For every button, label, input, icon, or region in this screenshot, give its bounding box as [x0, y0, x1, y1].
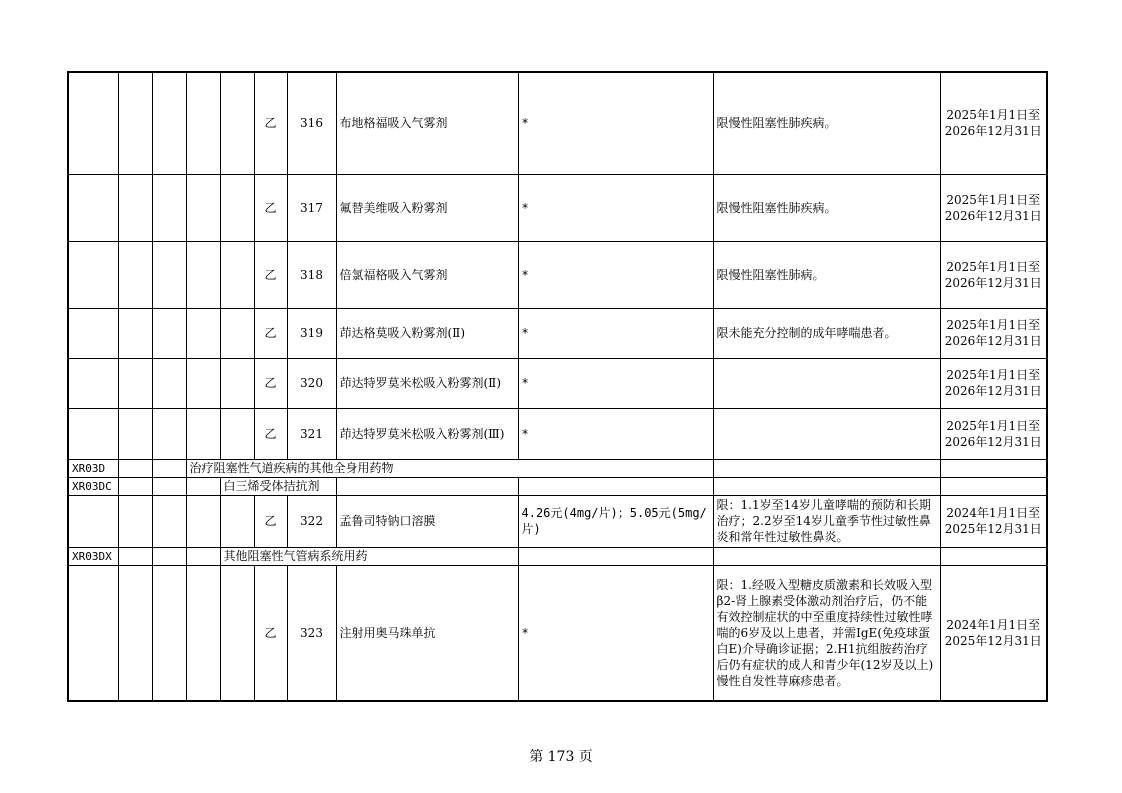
drug-name-cell: 倍氯福格吸入气雾剂 — [336, 241, 518, 308]
date-cell: 2025年1月1日至2026年12月31日 — [940, 308, 1047, 358]
table-row — [68, 308, 1047, 358]
note-cell — [713, 358, 940, 408]
table-row — [68, 241, 1047, 308]
category-title: 白三烯受体拮抗剂 — [220, 477, 336, 495]
price-cell: * — [518, 72, 713, 174]
date-cell: 2025年1月1日至2026年12月31日 — [940, 174, 1047, 241]
code-cell — [68, 358, 118, 408]
drug-name-cell: 注射用奥马珠单抗 — [336, 565, 518, 701]
drug-class-cell: 乙 — [254, 495, 287, 547]
drug-list-table — [67, 71, 1048, 702]
code-cell: XR03DX — [68, 547, 118, 565]
drug-number-cell: 316 — [287, 72, 336, 174]
table-row — [68, 565, 1047, 701]
drug-class-cell: 乙 — [254, 408, 287, 459]
drug-class-cell: 乙 — [254, 358, 287, 408]
drug-number-cell: 319 — [287, 308, 336, 358]
drug-name-cell: 茚达格莫吸入粉雾剂(Ⅱ) — [336, 308, 518, 358]
code-cell — [68, 408, 118, 459]
table-row — [68, 174, 1047, 241]
code-cell — [68, 241, 118, 308]
code-cell — [68, 72, 118, 174]
note-cell: 限：1.经吸入型糖皮质激素和长效吸入型β2-肾上腺素受体激动剂治疗后，仍不能有效控制症状的中至重度持续性过敏性哮喘的6岁及以上患者，并需IgE(免疫球蛋白E)介导确诊证据；2.H1抗组胺药治疗后仍有症状的成人和青少年(12岁及以上)慢性自发性荨麻疹患者。 — [713, 565, 940, 701]
drug-name-cell: 茚达特罗莫米松吸入粉雾剂(Ⅱ) — [336, 358, 518, 408]
drug-name-cell: 氟替美维吸入粉雾剂 — [336, 174, 518, 241]
drug-name-cell: 孟鲁司特钠口溶膜 — [336, 495, 518, 547]
date-cell: 2024年1月1日至2025年12月31日 — [940, 495, 1047, 547]
code-cell — [68, 495, 118, 547]
note-cell — [713, 408, 940, 459]
price-cell: * — [518, 358, 713, 408]
table-row — [68, 358, 1047, 408]
drug-class-cell: 乙 — [254, 308, 287, 358]
drug-number-cell: 322 — [287, 495, 336, 547]
price-cell: 4.26元(4mg/片)；5.05元(5mg/片) — [518, 495, 713, 547]
price-cell: * — [518, 565, 713, 701]
date-cell: 2025年1月1日至2026年12月31日 — [940, 408, 1047, 459]
drug-number-cell: 320 — [287, 358, 336, 408]
drug-class-cell: 乙 — [254, 174, 287, 241]
code-cell: XR03D — [68, 459, 118, 477]
note-cell: 限未能充分控制的成年哮喘患者。 — [713, 308, 940, 358]
page-number: 第 173 页 — [529, 749, 593, 765]
drug-class-cell: 乙 — [254, 565, 287, 701]
drug-number-cell: 321 — [287, 408, 336, 459]
drug-name-cell: 茚达特罗莫米松吸入粉雾剂(Ⅲ) — [336, 408, 518, 459]
note-cell: 限慢性阻塞性肺病。 — [713, 241, 940, 308]
category-title: 其他阻塞性气管病系统用药 — [220, 547, 518, 565]
date-cell: 2025年1月1日至2026年12月31日 — [940, 358, 1047, 408]
price-cell: * — [518, 174, 713, 241]
date-cell: 2024年1月1日至2025年12月31日 — [940, 565, 1047, 701]
drug-number-cell: 323 — [287, 565, 336, 701]
category-row — [68, 459, 1047, 477]
drug-number-cell: 318 — [287, 241, 336, 308]
code-cell — [68, 565, 118, 701]
note-cell: 限慢性阻塞性肺疾病。 — [713, 72, 940, 174]
code-cell — [68, 308, 118, 358]
date-cell: 2025年1月1日至2026年12月31日 — [940, 72, 1047, 174]
table-row — [68, 72, 1047, 174]
code-cell — [68, 174, 118, 241]
drug-number-cell: 317 — [287, 174, 336, 241]
note-cell: 限慢性阻塞性肺疾病。 — [713, 174, 940, 241]
price-cell: * — [518, 408, 713, 459]
drug-class-cell: 乙 — [254, 241, 287, 308]
drug-class-cell: 乙 — [254, 72, 287, 174]
table-row — [68, 408, 1047, 459]
drug-name-cell: 布地格福吸入气雾剂 — [336, 72, 518, 174]
note-cell: 限：1.1岁至14岁儿童哮喘的预防和长期治疗；2.2岁至14岁儿童季节性过敏性鼻炎和常年性过敏性鼻炎。 — [713, 495, 940, 547]
table-row — [68, 495, 1047, 547]
category-row — [68, 477, 1047, 495]
price-cell: * — [518, 308, 713, 358]
category-title: 治疗阻塞性气道疾病的其他全身用药物 — [186, 459, 713, 477]
price-cell: * — [518, 241, 713, 308]
date-cell: 2025年1月1日至2026年12月31日 — [940, 241, 1047, 308]
code-cell: XR03DC — [68, 477, 118, 495]
category-row — [68, 547, 1047, 565]
